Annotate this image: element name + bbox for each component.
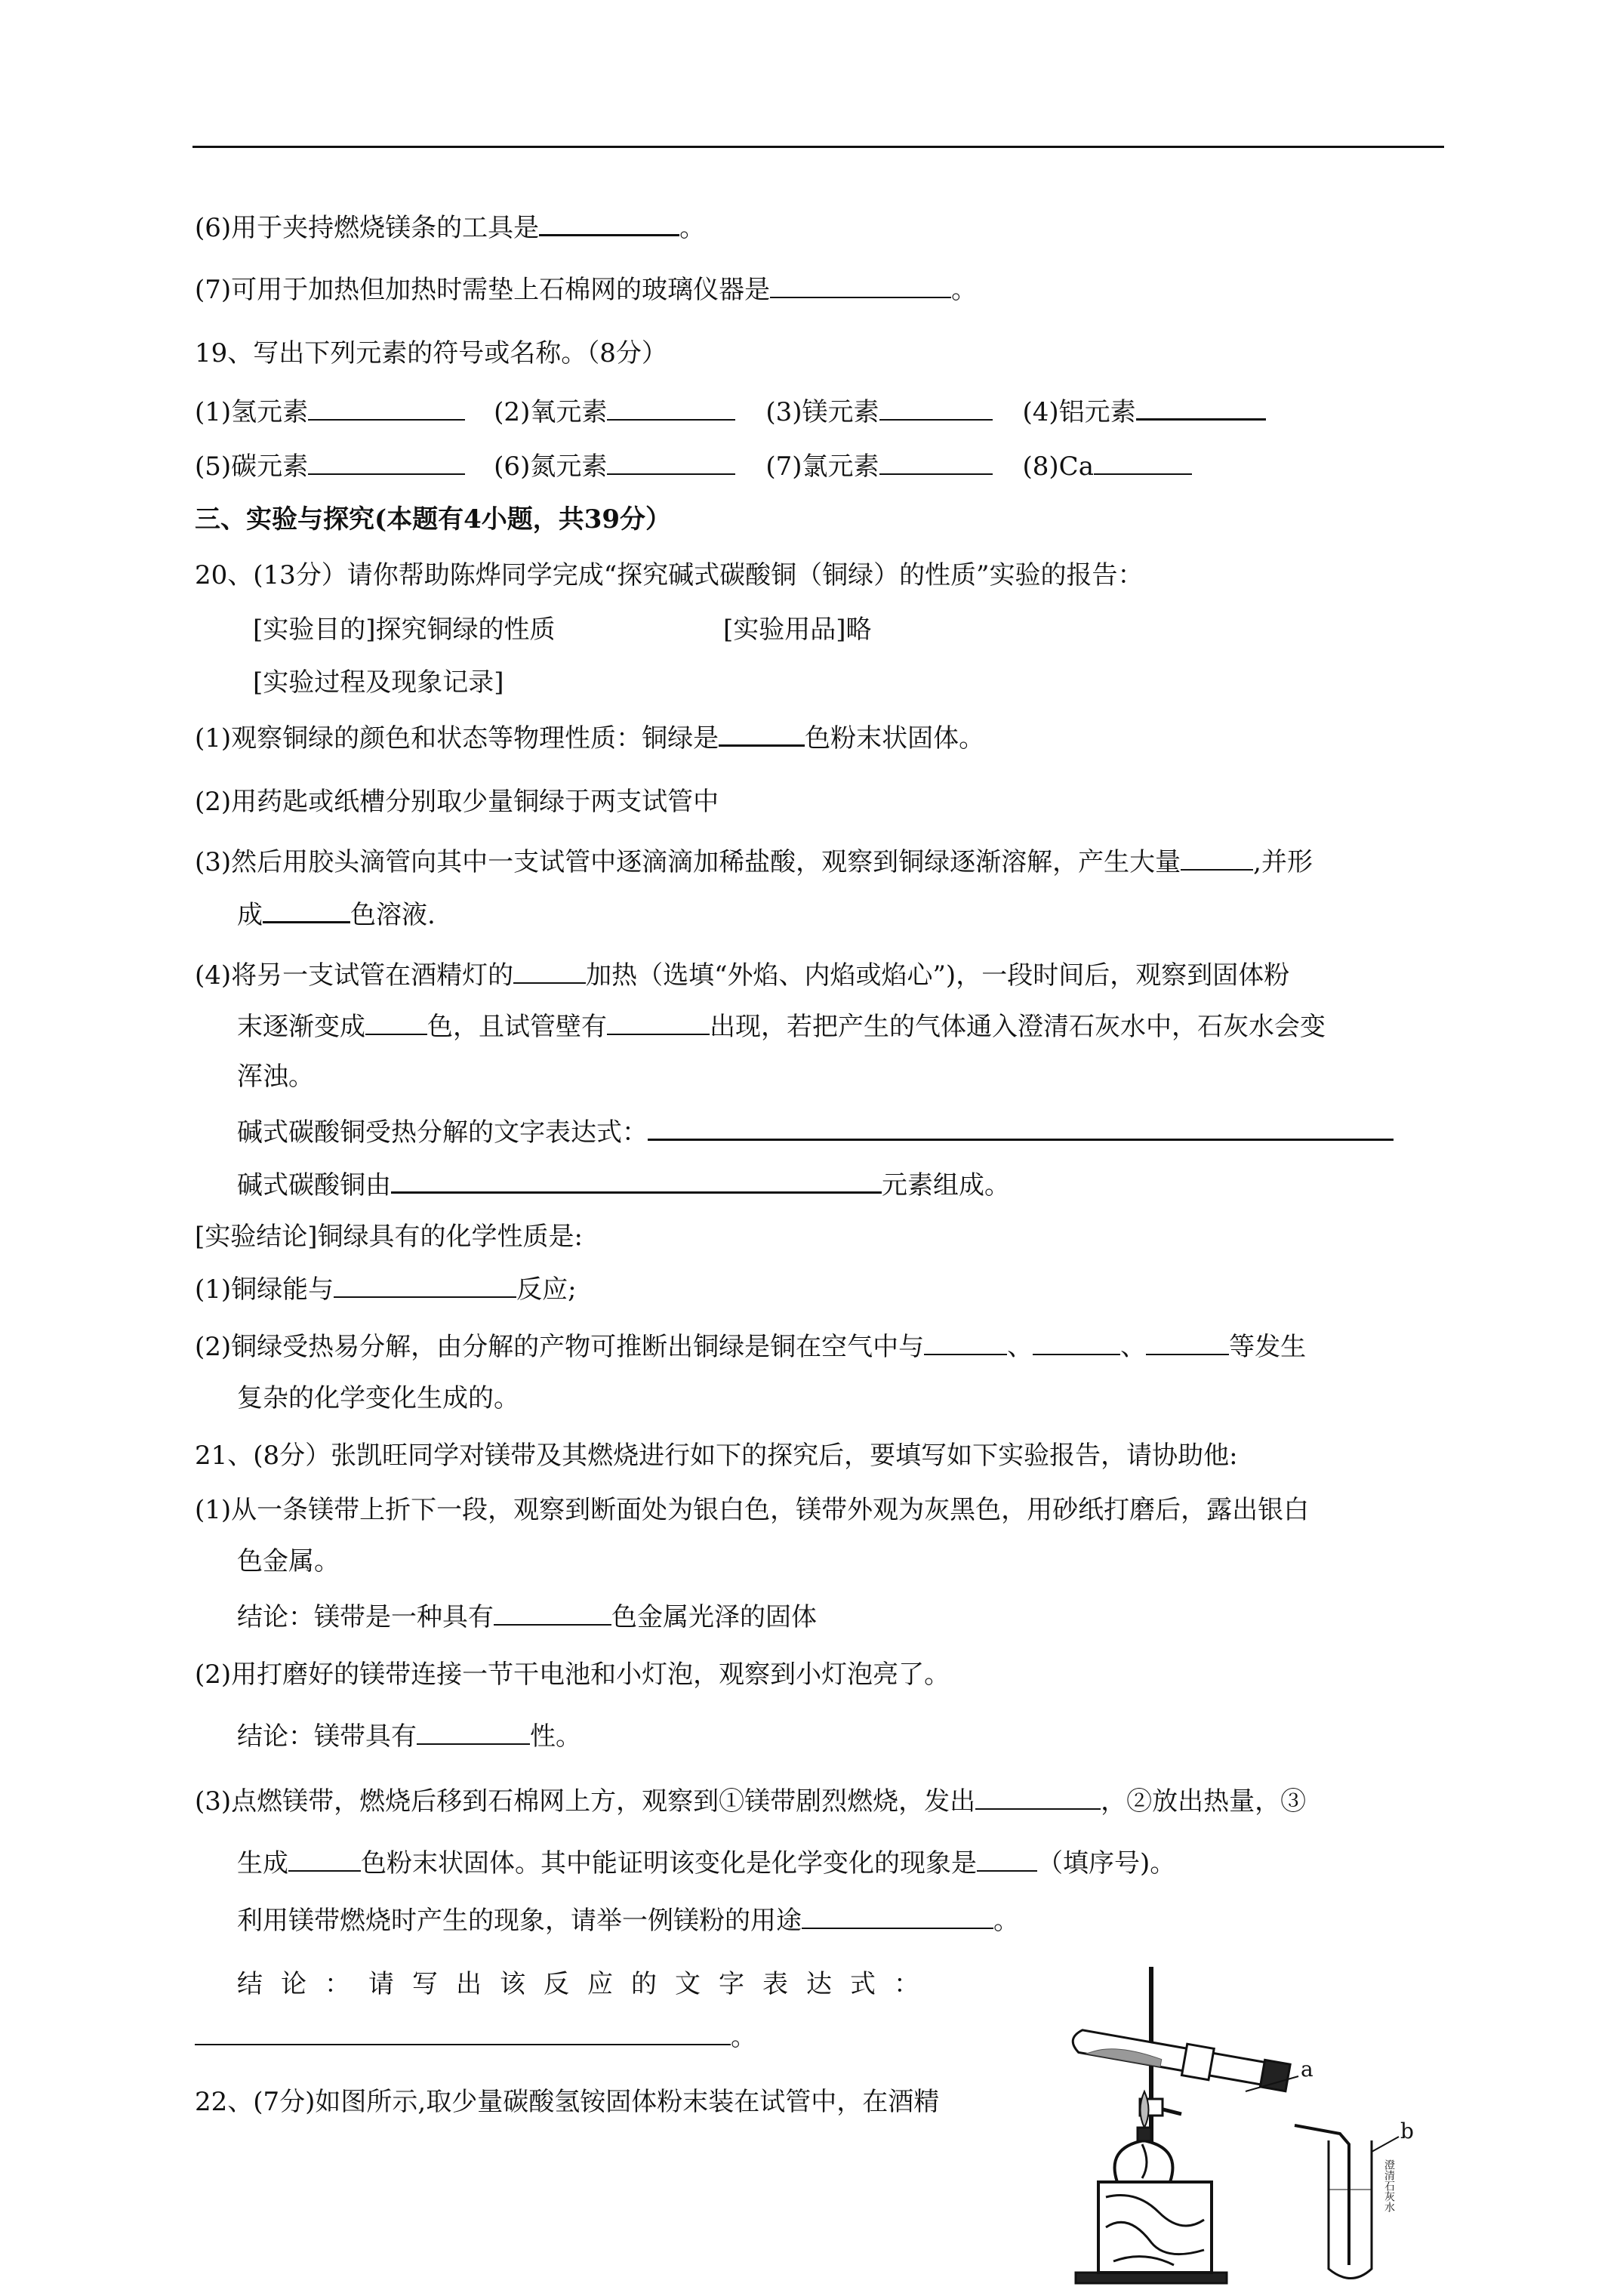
blank[interactable] bbox=[879, 396, 993, 421]
q21-conclusion2: 结论：镁带具有 性。 bbox=[237, 1721, 581, 1752]
q20-composition: 碱式碳酸铜由 元素组成。 bbox=[237, 1170, 1010, 1200]
blank[interactable] bbox=[648, 1116, 1394, 1141]
q21-step1: (1)从一条镁带上折下一段，观察到断面处为银白色，镁带外观为灰黑色，用砂纸打磨后，露出银白 bbox=[195, 1495, 1310, 1525]
q21-title: 21、(8分）张凯旺同学对镁带及其燃烧进行如下的探究后，要填写如下实验报告，请协助他: bbox=[195, 1441, 1238, 1471]
header-rule bbox=[192, 146, 1444, 148]
test-tube-clamp bbox=[1181, 2044, 1214, 2080]
q20-equation: 碱式碳酸铜受热分解的文字表达式： bbox=[237, 1116, 1394, 1149]
blank[interactable] bbox=[334, 1274, 516, 1298]
stand-base bbox=[1076, 2273, 1227, 2283]
section3-title: 三、实验与探究(本题有4小题，共39分） bbox=[195, 504, 672, 535]
q19-row1: (1)氢元素 (2)氧元素 (3)镁元素 (4)铝元素 bbox=[195, 396, 1266, 429]
blank[interactable] bbox=[879, 451, 993, 475]
blank[interactable] bbox=[391, 1169, 882, 1194]
delivery-tube bbox=[1295, 2125, 1349, 2265]
blank[interactable] bbox=[607, 451, 735, 475]
q20-purpose: [实验目的]探究铜绿的性质 bbox=[253, 615, 556, 645]
blank[interactable] bbox=[607, 1011, 710, 1035]
blank[interactable] bbox=[513, 960, 586, 984]
q21-conclusion3-line: 。 bbox=[195, 2020, 756, 2054]
q19-row2: (5)碳元素 (6)氮元素 (7)氯元素 (8)Ca bbox=[195, 450, 1192, 483]
q20-materials: [实验用品]略 bbox=[723, 615, 872, 645]
q20-title: 20、(13分）请你帮助陈烨同学完成“探究碱式碳酸铜（铜绿）的性质”实验的报告： bbox=[195, 560, 1144, 590]
test-tube bbox=[1070, 2024, 1291, 2094]
q20-step3-cont: 成 色溶液. bbox=[237, 900, 436, 930]
q20-step2: (2)用药匙或纸槽分别取少量铜绿于两支试管中 bbox=[195, 787, 719, 817]
q20-conclusion2: (2)铜绿受热易分解，由分解的产物可推断出铜绿是铜在空气中与 、 、 等发生 bbox=[195, 1332, 1307, 1362]
q20-process: [实验过程及现象记录] bbox=[253, 667, 504, 698]
blank[interactable] bbox=[417, 1721, 530, 1745]
q21-conclusion3: 结论：请写出该反应的文字表达式： bbox=[237, 1969, 938, 1999]
q21-step2: (2)用打磨好的镁带连接一节干电池和小灯泡，观察到小灯泡亮了。 bbox=[195, 1660, 950, 1690]
blank[interactable] bbox=[1146, 1331, 1229, 1355]
blank[interactable] bbox=[539, 211, 679, 236]
flame bbox=[1141, 2091, 1149, 2128]
blank[interactable] bbox=[195, 2021, 731, 2045]
q20-conclusion2-cont: 复杂的化学变化生成的。 bbox=[237, 1383, 519, 1413]
blank[interactable] bbox=[802, 1905, 993, 1929]
label-b: b bbox=[1400, 2119, 1414, 2143]
blank[interactable] bbox=[1033, 1331, 1120, 1355]
q21-step1-cont: 色金属。 bbox=[237, 1546, 340, 1576]
blank[interactable] bbox=[308, 451, 465, 475]
q21-use: 利用镁带燃烧时产生的现象，请举一例镁粉的用途 。 bbox=[237, 1906, 1019, 1936]
blank[interactable] bbox=[607, 396, 735, 421]
blank[interactable] bbox=[308, 396, 465, 421]
q20-step3: (3)然后用胶头滴管向其中一支试管中逐滴滴加稀盐酸，观察到铜绿逐渐溶解，产生大量 ,并形 bbox=[195, 847, 1313, 877]
q20-step1: (1)观察铜绿的颜色和状态等物理性质：铜绿是 色粉末状固体。 bbox=[195, 723, 985, 754]
blank[interactable] bbox=[924, 1331, 1007, 1355]
q18-item7: (7)可用于加热但加热时需垫上石棉网的玻璃仪器是 。 bbox=[195, 275, 978, 305]
q21-conclusion1: 结论：镁带是一种具有 色金属光泽的固体 bbox=[237, 1602, 817, 1632]
q19-title: 19、写出下列元素的符号或名称。（8分） bbox=[195, 338, 667, 368]
q20-step4-cont: 末逐渐变成 色，且试管壁有 出现，若把产生的气体通入澄清石灰水中，石灰水会变 bbox=[237, 1012, 1326, 1042]
q18-item6: (6)用于夹持燃烧镁条的工具是 。 bbox=[195, 213, 706, 243]
q20-step4-end: 浑浊。 bbox=[237, 1062, 314, 1092]
blank[interactable] bbox=[288, 1848, 361, 1872]
blank[interactable] bbox=[494, 1601, 611, 1626]
label-limewater: 澄清石灰水 bbox=[1383, 2159, 1395, 2212]
q22-title: 22、(7分)如图所示,取少量碳酸氢铵固体粉末装在试管中，在酒精 bbox=[195, 2087, 940, 2117]
q20-conclusion1: (1)铜绿能与 反应; bbox=[195, 1274, 577, 1305]
blank[interactable] bbox=[977, 1848, 1037, 1872]
blank[interactable] bbox=[263, 898, 350, 923]
label-a: a bbox=[1301, 2057, 1313, 2082]
q21-step3-cont: 生成 色粉末状固体。其中能证明该变化是化学变化的现象是 （填序号)。 bbox=[237, 1848, 1176, 1878]
q20-conclusion: [实验结论]铜绿具有的化学性质是: bbox=[195, 1222, 583, 1252]
blank[interactable] bbox=[1094, 451, 1192, 475]
q21-step3: (3)点燃镁带，燃烧后移到石棉网上方，观察到①镁带剧烈燃烧，发出 ，②放出热量，③ bbox=[195, 1786, 1307, 1817]
apparatus-figure bbox=[1068, 1963, 1521, 2288]
blank[interactable] bbox=[365, 1011, 427, 1035]
blank[interactable] bbox=[719, 722, 805, 747]
blank[interactable] bbox=[975, 1786, 1101, 1810]
blank[interactable] bbox=[770, 274, 951, 298]
q20-step4: (4)将另一支试管在酒精灯的 加热（选填“外焰、内焰或焰心”)，一段时间后，观察到固体粉 bbox=[195, 960, 1290, 991]
blank[interactable] bbox=[1136, 396, 1266, 421]
blank[interactable] bbox=[1181, 846, 1253, 871]
